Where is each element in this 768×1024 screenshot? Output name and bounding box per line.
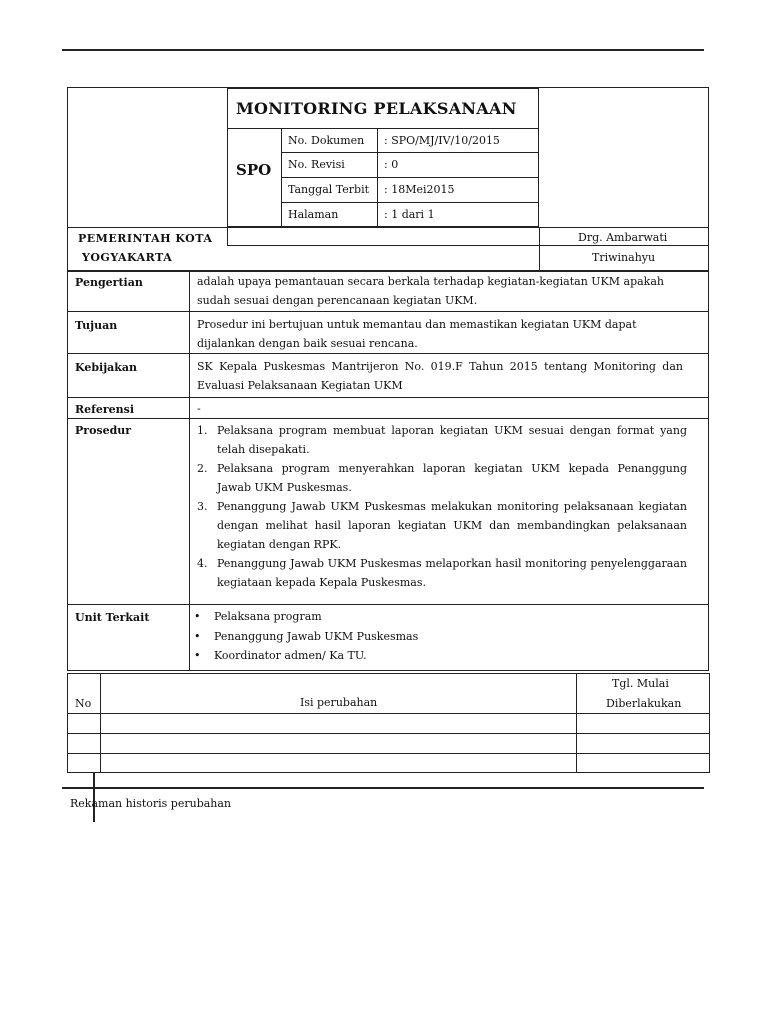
document-title: MONITORING PELAKSANAAN: [236, 99, 517, 118]
procedure-step: [197, 554, 687, 592]
meta-label: No. Revisi: [288, 158, 345, 171]
content-row-line: [67, 397, 709, 398]
history-col-no: No: [75, 697, 92, 710]
text-tujuan: Prosedur ini bertujuan untuk memantau dan memastikan kegiatan UKM dapat dijalankan dengan baik sesuai rencana.: [197, 318, 637, 350]
unit-item: [192, 607, 418, 627]
history-caption: Rekaman historis perubahan: [70, 797, 232, 810]
text-kebijakan: SK Kepala Puskesmas Mantrijeron No. 019.F Tahun 2015 tentang Monitoring dan Evaluasi Pelaksanaan Kegiatan UKM: [197, 360, 683, 392]
history-col-tgl-line1: Tgl. Mulai: [612, 677, 669, 690]
label-referensi: Referensi: [75, 403, 135, 416]
unit-item: [192, 627, 418, 647]
meta-value: : SPO/MJ/IV/10/2015: [384, 134, 500, 147]
content-row-line: [67, 418, 709, 419]
meta-value: : 1 dari 1: [384, 208, 435, 221]
procedure-list: [197, 421, 687, 592]
step-number: 3.: [197, 500, 208, 513]
text-referensi: -: [197, 402, 201, 415]
org-row-line: [67, 227, 709, 228]
meta-row-line: [281, 177, 539, 178]
history-row-line: [67, 713, 710, 714]
meta-row-line: [281, 152, 539, 153]
procedure-step: [197, 459, 687, 497]
unit-item-text: Pelaksana program: [214, 610, 322, 623]
history-col-divider: [100, 673, 101, 773]
content-row-line: [67, 353, 709, 354]
step-text: Penanggung Jawab UKM Puskesmas melakukan monitoring pelaksanaan kegiatan dengan melihat hasil laporan kegiatan UKM dan membandingkan pelaksanaan kegiatan dengan RPK.: [217, 500, 687, 551]
procedure-step: [197, 497, 687, 554]
step-number: 4.: [197, 557, 208, 570]
history-col-tgl-line2: Diberlakukan: [606, 697, 682, 710]
bullet-icon: •: [194, 629, 201, 643]
signatory-name-2: Triwinahyu: [592, 251, 656, 264]
signatory-name: Drg. Ambarwati: [578, 231, 668, 244]
meta-label: Halaman: [288, 208, 339, 221]
step-text: Penanggung Jawab UKM Puskesmas melaporkan hasil monitoring penyelenggaraan kegiataan kepada Kepala Puskesmas.: [217, 557, 687, 589]
unit-item-text: Koordinator admen/ Ka TU.: [214, 649, 367, 662]
unit-list: [192, 607, 418, 666]
top-rule: [62, 49, 704, 51]
step-text: Pelaksana program menyerahkan laporan kegiatan UKM kepada Penanggung Jawab UKM Puskesmas.: [217, 462, 687, 494]
step-number: 2.: [197, 462, 208, 475]
step-text: Pelaksana program membuat laporan kegiatan UKM sesuai dengan format yang telah disepakati.: [217, 424, 687, 456]
meta-value: : 0: [384, 158, 399, 171]
bottom-rule: [62, 787, 704, 789]
org-name-line2: YOGYAKARTA: [82, 251, 173, 264]
spo-label: SPO: [236, 161, 272, 179]
text-pengertian: adalah upaya pemantauan secara berkala terhadap kegiatan-kegiatan UKM apakah sudah sesuai dengan perencanaan kegiatan UKM.: [197, 275, 664, 307]
history-col-divider: [576, 673, 577, 773]
step-number: 1.: [197, 424, 208, 437]
org-name-line1: PEMERINTAH KOTA: [78, 232, 213, 245]
bullet-icon: •: [194, 649, 201, 662]
history-row-line: [67, 753, 710, 754]
label-unit-terkait: Unit Terkait: [75, 611, 150, 624]
unit-item: [192, 646, 418, 666]
meta-label: No. Dokumen: [288, 134, 365, 147]
label-pengertian: Pengertian: [75, 276, 143, 289]
procedure-step: [197, 421, 687, 459]
meta-row-line: [281, 202, 539, 203]
history-col-isi: Isi perubahan: [300, 696, 378, 709]
sign-col-divider: [539, 227, 540, 271]
meta-label: Tanggal Terbit: [288, 183, 370, 196]
org-col-divider: [227, 227, 228, 245]
history-row-line: [67, 733, 710, 734]
meta-value: : 18Mei2015: [384, 183, 455, 196]
bullet-icon: •: [194, 610, 201, 623]
org-row-line: [227, 245, 709, 246]
content-row-line: [67, 604, 709, 605]
label-prosedur: Prosedur: [75, 424, 132, 437]
unit-item-text: Penanggung Jawab UKM Puskesmas: [214, 629, 419, 643]
label-kebijakan: Kebijakan: [75, 361, 138, 374]
content-col-divider: [189, 271, 190, 671]
label-tujuan: Tujuan: [75, 319, 118, 332]
content-row-line: [67, 311, 709, 312]
